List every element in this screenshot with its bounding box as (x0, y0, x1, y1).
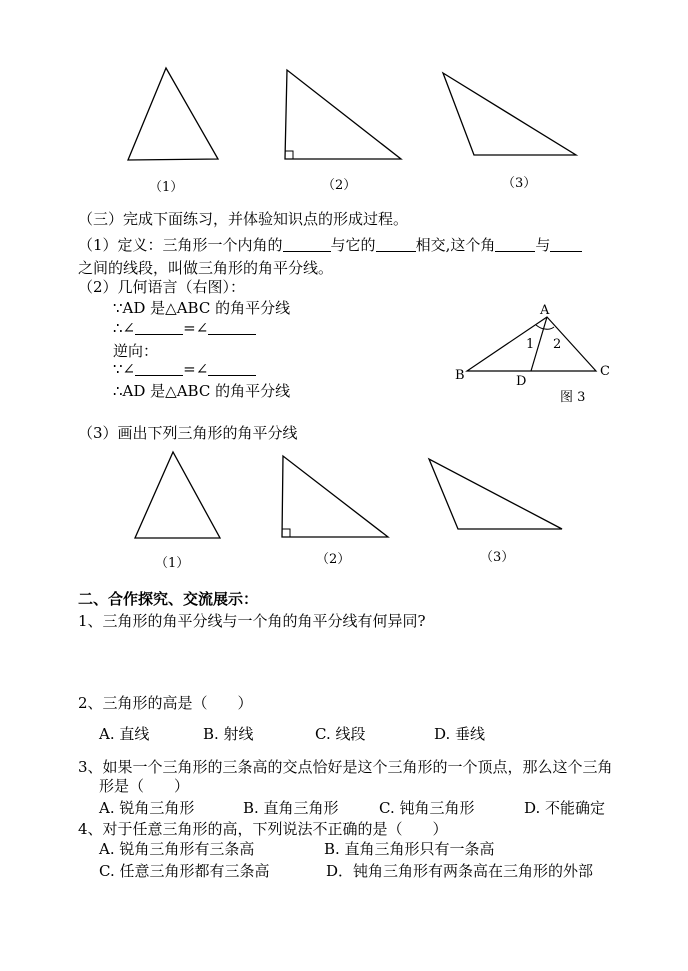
part2-heading: 二、合作探究、交流展示： (78, 590, 259, 608)
vertex-c-label: C (600, 364, 610, 379)
figure-label-1: （1） (155, 556, 190, 571)
therefore-angle: ∴∠ (113, 319, 136, 337)
definition-text-3: 相交,这个角 (415, 236, 496, 254)
point-d-label: D (516, 374, 527, 389)
question-2: 2、三角形的高是（ ） (78, 694, 253, 712)
definition-line1 (78, 234, 582, 255)
draw-bisector-title: （3）画出下列三角形的角平分线 (78, 424, 298, 442)
right-triangle-top (285, 70, 401, 159)
definition-text-1: （1）定义：三角形一个内角的 (78, 236, 283, 254)
figure3-caption: 图 3 (560, 390, 586, 405)
right-angle-mark-top (285, 151, 293, 159)
definition-text-2: 与它的 (330, 236, 376, 254)
definition-line2: 之间的线段，叫做三角形的角平分线。 (78, 259, 334, 277)
figure-label-3: （3） (502, 176, 537, 191)
fill-blank[interactable] (495, 237, 535, 252)
equals-angle: =∠ (183, 319, 209, 337)
obtuse-triangle-top (443, 73, 576, 155)
q4-option-d[interactable]: D．钝角三角形有两条高在三角形的外部 (326, 862, 594, 880)
q2-option-d[interactable]: D. 垂线 (434, 725, 486, 743)
geo-conclusion (113, 319, 256, 337)
geo-language-title: （2）几何语言（右图）： (78, 278, 246, 296)
q4-option-b[interactable]: B. 直角三角形只有一条高 (324, 840, 495, 858)
obtuse-triangle-draw (429, 459, 562, 529)
question-3-line2: 形是（ ） (99, 777, 190, 795)
right-angle-mark-draw (282, 529, 290, 537)
fill-blank[interactable] (135, 361, 183, 376)
equals-angle: =∠ (183, 360, 209, 378)
because-angle: ∵∠ (113, 360, 136, 378)
reverse-conclusion: ∴AD 是△ABC 的角平分线 (113, 382, 291, 400)
figure-label-2: （2） (316, 552, 351, 567)
figure-label-2: （2） (322, 178, 357, 193)
q4-option-a[interactable]: A. 锐角三角形有三条高 (99, 840, 255, 858)
figure-label-3: （3） (480, 550, 515, 565)
vertex-a-label: A (540, 303, 550, 318)
q3-option-b[interactable]: B. 直角三角形 (243, 799, 339, 817)
right-triangle-draw (282, 456, 388, 537)
q2-option-c[interactable]: C. 线段 (315, 725, 366, 743)
fill-blank[interactable] (135, 320, 183, 335)
q2-option-b[interactable]: B. 射线 (203, 725, 254, 743)
geo-premise: ∵AD 是△ABC 的角平分线 (113, 299, 291, 317)
fill-blank[interactable] (550, 237, 582, 252)
q3-option-c[interactable]: C. 钝角三角形 (379, 799, 475, 817)
q2-option-a[interactable]: A. 直线 (99, 725, 150, 743)
question-1: 1、三角形的角平分线与一个角的角平分线有何异同? (78, 612, 426, 630)
q4-option-c[interactable]: C. 任意三角形都有三条高 (99, 862, 270, 880)
question-3-line1: 3、如果一个三角形的三条高的交点恰好是这个三角形的一个顶点，那么这个三角 (78, 758, 613, 776)
definition-text-4: 与 (535, 236, 551, 254)
angle-2-label: 2 (553, 337, 562, 352)
fill-blank[interactable] (208, 361, 256, 376)
figure-label-1: （1） (149, 180, 184, 195)
q3-option-a[interactable]: A. 锐角三角形 (99, 799, 195, 817)
question-4: 4、对于任意三角形的高，下列说法不正确的是（ ） (78, 820, 448, 838)
fill-blank[interactable] (283, 237, 331, 252)
reverse-premise (113, 360, 256, 378)
acute-triangle-top (128, 68, 218, 160)
acute-triangle-draw (135, 452, 220, 538)
vertex-b-label: B (455, 368, 465, 383)
angle-arc-2 (545, 327, 554, 329)
fill-blank[interactable] (208, 320, 256, 335)
fill-blank[interactable] (376, 237, 416, 252)
angle-1-label: 1 (526, 337, 535, 352)
reverse-label: 逆向： (113, 342, 159, 360)
q3-option-d[interactable]: D. 不能确定 (524, 799, 606, 817)
section3-heading: （三）完成下面练习，并体验知识点的形成过程。 (78, 210, 409, 228)
